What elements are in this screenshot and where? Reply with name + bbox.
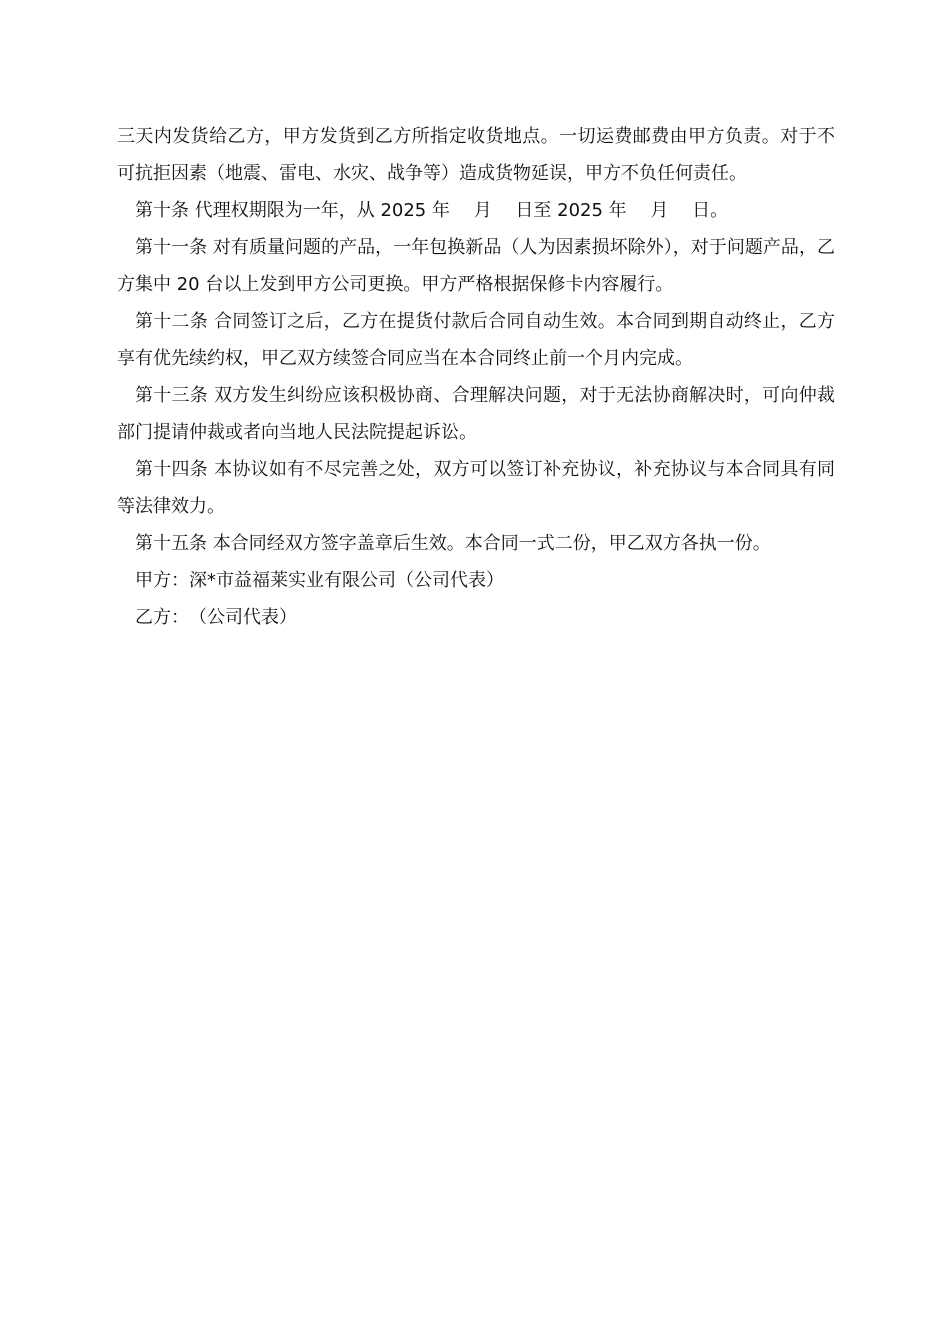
paragraph-article-12: 第十二条 合同签订之后，乙方在提货付款后合同自动生效。本合同到期自动终止，乙方享有优先续约权，甲乙双方续签合同应当在本合同终止前一个月内完成。 <box>117 311 835 369</box>
party-a-signature-line: 甲方：深*市益福莱实业有限公司（公司代表） <box>135 570 504 591</box>
paragraph-article-13: 第十三条 双方发生纠纷应该积极协商、合理解决问题，对于无法协商解决时，可向仲裁部门提请仲裁或者向当地人民法院提起诉讼。 <box>117 385 835 443</box>
paragraph-continuation: 三天内发货给乙方，甲方发货到乙方所指定收货地点。一切运费邮费由甲方负责。对于不可抗拒因素（地震、雷电、水灾、战争等）造成货物延误，甲方不负任何责任。 <box>117 126 835 184</box>
paragraph-article-15: 第十五条 本合同经双方签字盖章后生效。本合同一式二份，甲乙双方各执一份。 <box>135 533 771 554</box>
paragraph-article-11: 第十一条 对有质量问题的产品，一年包换新品（人为因素损坏除外），对于问题产品，乙方集中 20 台以上发到甲方公司更换。甲方严格根据保修卡内容履行。 <box>117 237 835 295</box>
party-b-signature-line: 乙方： （公司代表） <box>135 607 297 628</box>
paragraph-article-10: 第十条 代理权期限为一年，从 2025 年 月 日至 2025 年 月 日。 <box>135 200 729 221</box>
paragraph-article-14: 第十四条 本协议如有不尽完善之处，双方可以签订补充协议，补充协议与本合同具有同等法律效力。 <box>117 459 835 517</box>
document-body <box>117 118 835 636</box>
